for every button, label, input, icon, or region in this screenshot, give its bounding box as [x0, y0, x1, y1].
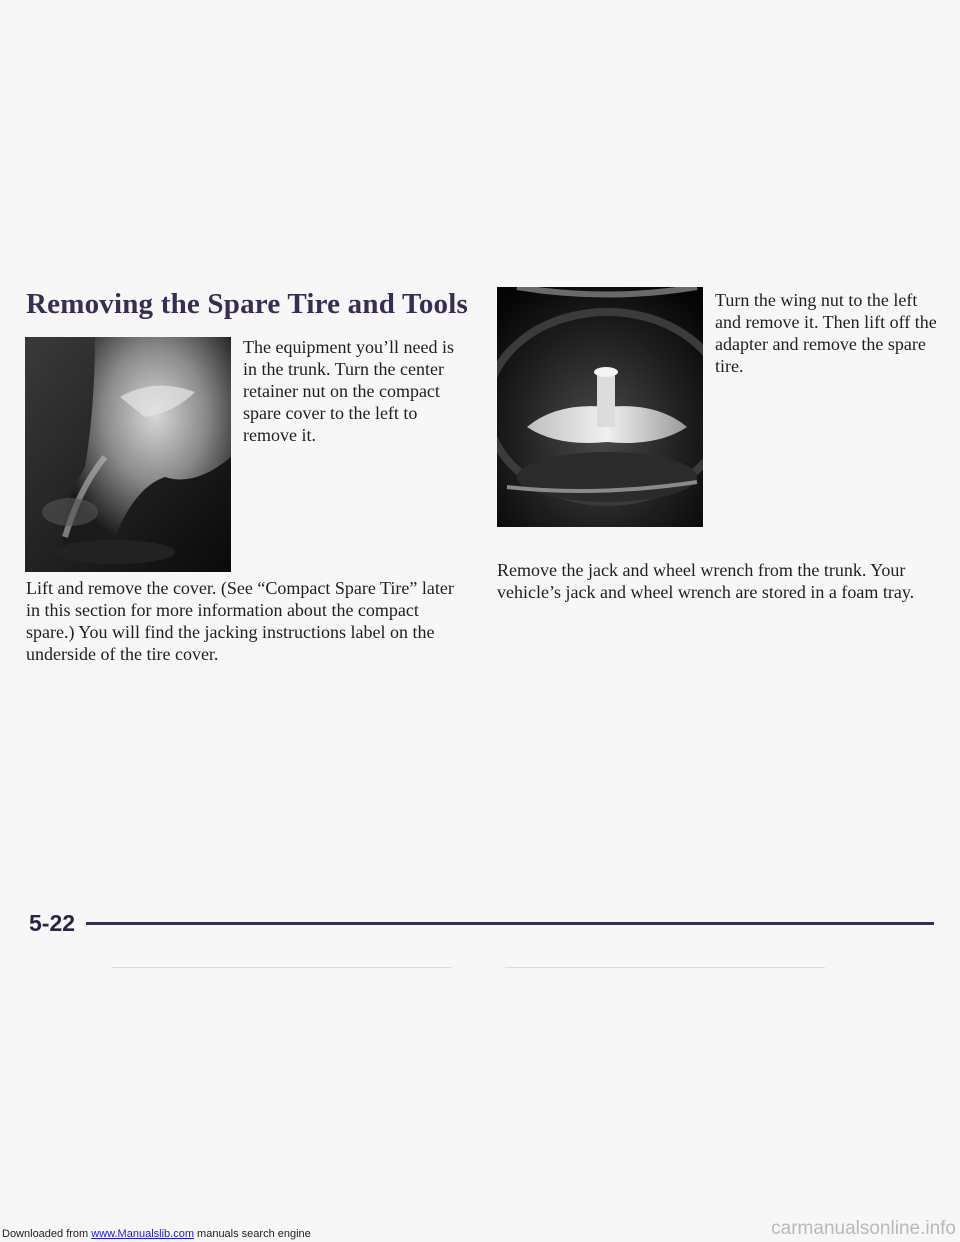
photo-hand-retainer-nut — [25, 337, 231, 572]
scan-artifact-line-left — [112, 967, 452, 968]
paragraph-wing-nut: Turn the wing nut to the left and remove it. Then lift off the adapter and remove the spare tire. — [715, 290, 937, 376]
scan-artifact-line-right — [505, 967, 825, 968]
download-footer — [2, 1228, 311, 1240]
footer-prefix: Downloaded from — [2, 1228, 92, 1240]
paragraph-lift-cover: Lift and remove the cover. (See “Compact Spare Tire” later in this section for more information about the compact spare.) You will find the jacking instructions label on the underside of the tire cover. — [26, 578, 454, 664]
paragraph-jack-wrench: Remove the jack and wheel wrench from the trunk. Your vehicle’s jack and wheel wrench are stored in a foam tray. — [497, 560, 915, 602]
page-number: 5-22 — [29, 910, 76, 936]
watermark: carmanualsonline.info — [771, 1218, 956, 1239]
photo-wing-nut-adapter — [497, 287, 703, 527]
section-heading: Removing the Spare Tire and Tools — [26, 288, 468, 320]
wingnut-photo-illustration — [497, 287, 703, 527]
manualslib-link[interactable]: www.Manualslib.com — [91, 1228, 194, 1240]
hand-photo-illustration — [25, 337, 231, 572]
page-number-rule — [86, 922, 934, 925]
paragraph-remove-cover-nut: The equipment you’ll need is in the trunk. Turn the center retainer nut on the compact spare cover to the left to remove it. — [243, 337, 454, 445]
footer-suffix: manuals search engine — [193, 1228, 311, 1240]
